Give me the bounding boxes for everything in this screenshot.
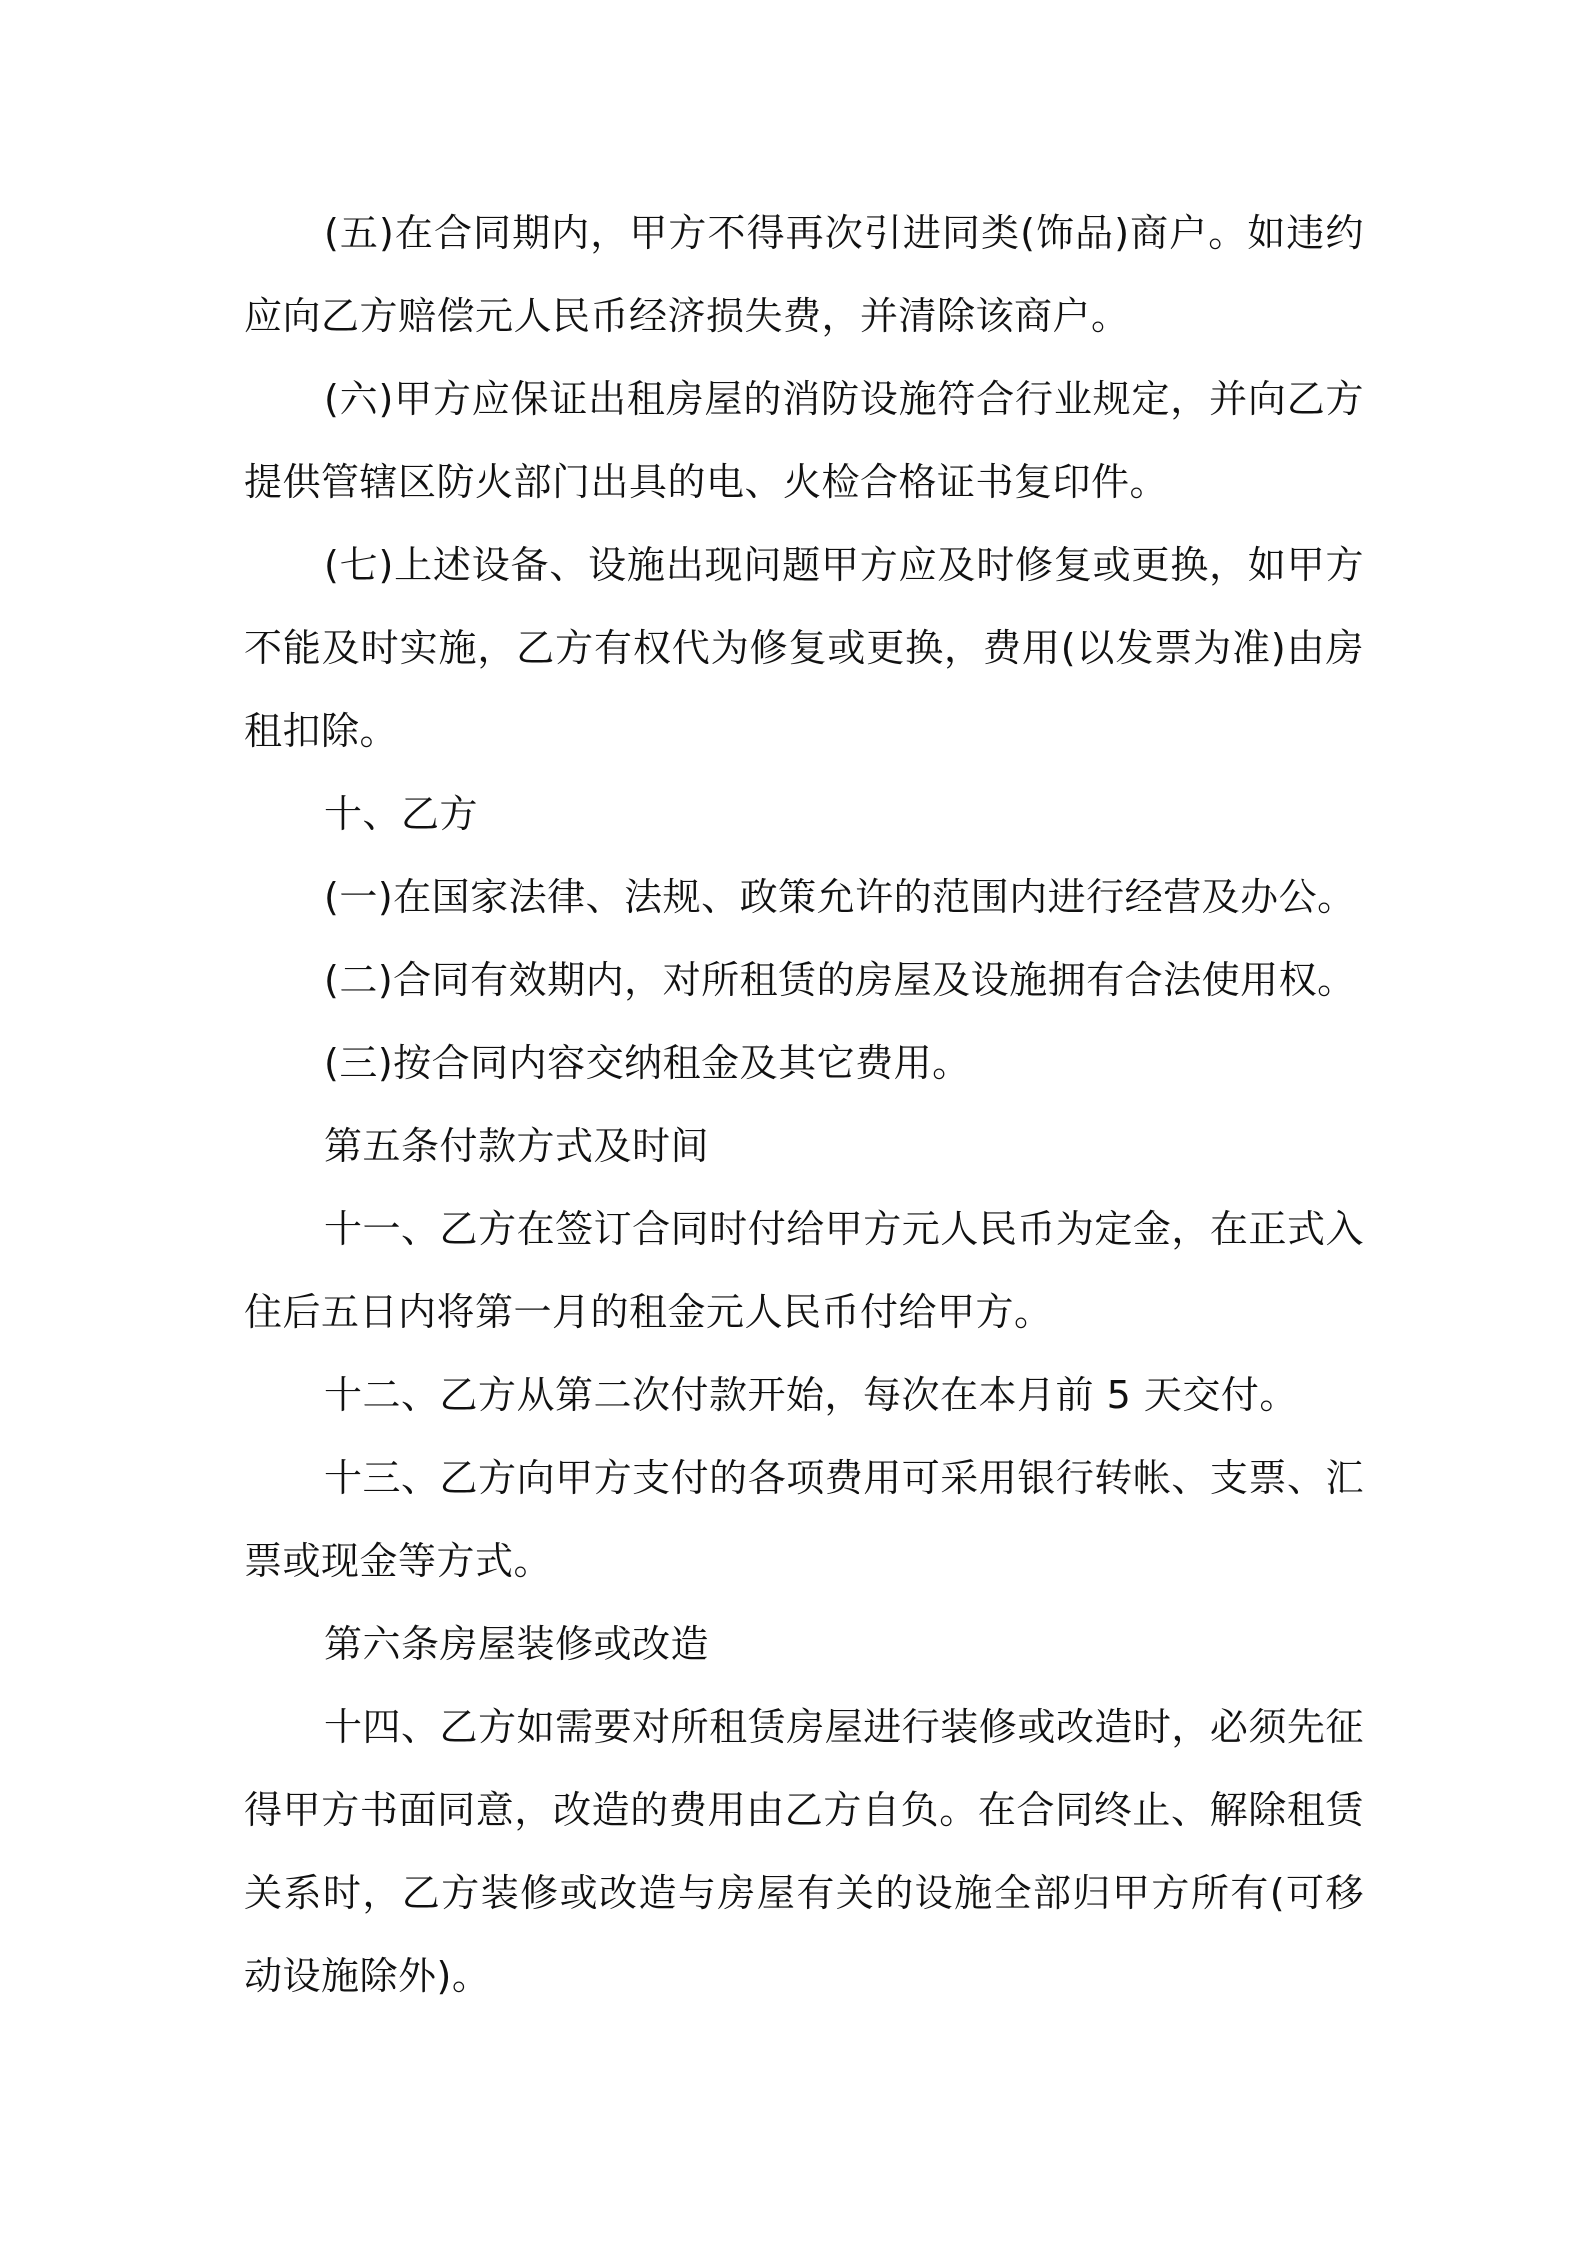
- paragraph-clause-13: 十三、乙方向甲方支付的各项费用可采用银行转帐、支票、汇票或现金等方式。: [244, 1456, 1364, 1583]
- paragraph-landlord-item-7: (七)上述设备、设施出现问题甲方应及时修复或更换，如甲方不能及时实施，乙方有权代为修复或更换，费用(以发票为准)由房租扣除。: [244, 543, 1364, 753]
- article-heading-renovation: 第六条房屋装修或改造: [324, 1622, 710, 1666]
- paragraph-tenant-item-1: (一)在国家法律、法规、政策允许的范围内进行经营及办公。: [324, 875, 1356, 919]
- section-heading-tenant: 十、乙方: [324, 792, 479, 836]
- paragraph-tenant-item-3: (三)按合同内容交纳租金及其它费用。: [324, 1041, 971, 1085]
- paragraph-clause-12: 十二、乙方从第二次付款开始，每次在本月前 5 天交付。: [324, 1373, 1298, 1417]
- article-heading-payment: 第五条付款方式及时间: [324, 1124, 710, 1168]
- paragraph-landlord-item-6: (六)甲方应保证出租房屋的消防设施符合行业规定，并向乙方提供管辖区防火部门出具的电、火检合格证书复印件。: [244, 377, 1364, 504]
- paragraph-clause-14: 十四、乙方如需要对所租赁房屋进行装修或改造时，必须先征得甲方书面同意，改造的费用由乙方自负。在合同终止、解除租赁关系时，乙方装修或改造与房屋有关的设施全部归甲方所有(可移动设施除外)。: [244, 1705, 1364, 1998]
- paragraph-clause-11: 十一、乙方在签订合同时付给甲方元人民币为定金，在正式入住后五日内将第一月的租金元人民币付给甲方。: [244, 1207, 1364, 1334]
- paragraph-tenant-item-2: (二)合同有效期内，对所租赁的房屋及设施拥有合法使用权。: [324, 958, 1356, 1002]
- document-body: [244, 192, 1364, 2018]
- paragraph-landlord-item-5: (五)在合同期内，甲方不得再次引进同类(饰品)商户。如违约应向乙方赔偿元人民币经济损失费，并清除该商户。: [244, 211, 1364, 338]
